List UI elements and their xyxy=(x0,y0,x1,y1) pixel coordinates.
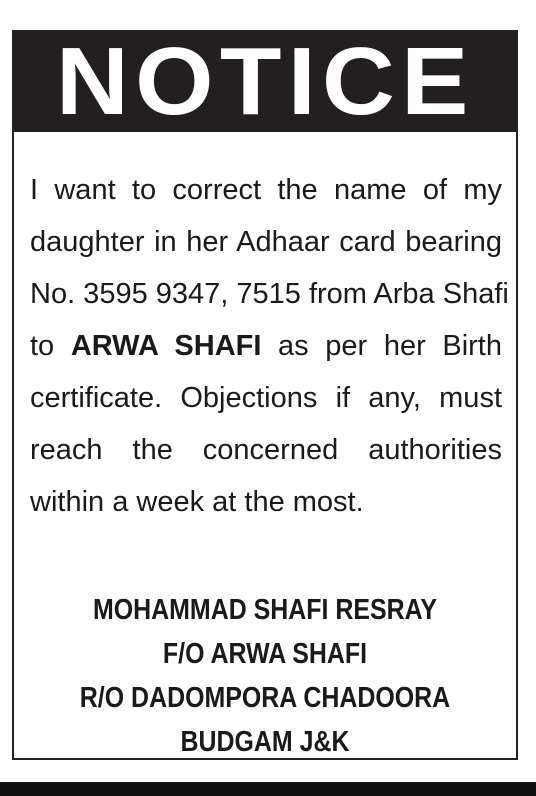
body-line xyxy=(30,216,502,268)
bottom-rule xyxy=(0,782,536,796)
body-line xyxy=(30,164,502,216)
notice-title: NOTICE xyxy=(55,28,475,135)
signature-residence: R/O DADOMPORA CHADOORA xyxy=(79,682,451,714)
body-line xyxy=(30,476,502,528)
corrected-name: ARWA SHAFI xyxy=(70,330,262,362)
body-line-mixed xyxy=(30,320,502,372)
body-line-suffix: as per her Birth xyxy=(261,330,502,362)
body-line-prefix: to xyxy=(30,330,71,362)
body-line-text: No. 3595 9347, 7515 from Arba Shafi xyxy=(30,278,509,310)
body-line-text: I want to correct the name of my xyxy=(30,174,502,206)
notice-header xyxy=(14,28,516,135)
body-line xyxy=(30,268,509,320)
body-line-text: reach the concerned authorities xyxy=(30,434,502,466)
body-line xyxy=(30,372,502,424)
signature-district: BUDGAM J&K xyxy=(180,726,350,758)
body-line-text: certificate. Objections if any, must xyxy=(30,382,502,414)
body-line-text: within a week at the most. xyxy=(30,486,364,518)
signature-name: MOHAMMAD SHAFI RESRAY xyxy=(92,594,438,626)
body-line xyxy=(30,320,502,372)
signature-block xyxy=(14,588,516,764)
signature-relation: F/O ARWA SHAFI xyxy=(162,638,368,670)
body-line-text: daughter in her Adhaar card bearing xyxy=(30,226,502,258)
body-line xyxy=(30,424,502,476)
notice-box xyxy=(12,30,518,760)
notice-body xyxy=(30,164,509,528)
